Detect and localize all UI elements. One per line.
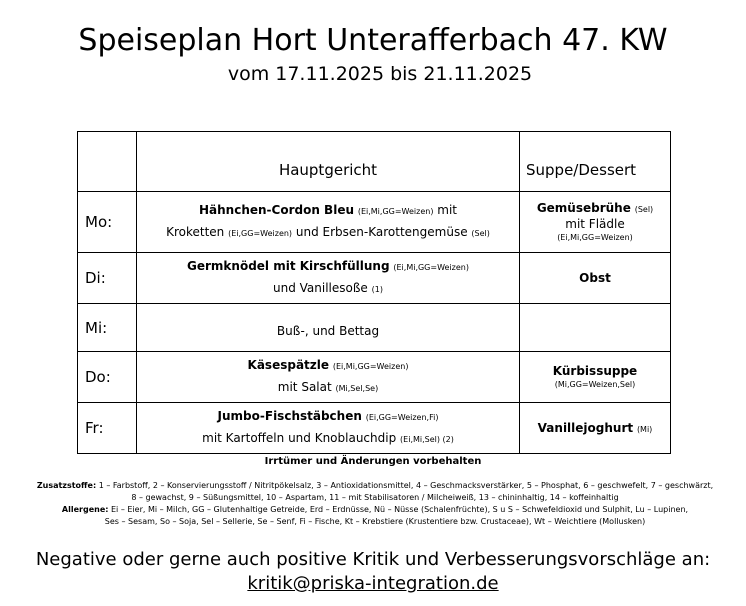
dish-text: mit	[437, 203, 457, 217]
side-dish-cell	[520, 253, 671, 304]
header-day-cell	[78, 132, 137, 192]
allergen-info: (Ei,Mi,GG=Weizen)	[557, 232, 633, 242]
page-title: Speiseplan Hort Unterafferbach 47. KW	[78, 23, 668, 58]
header-main-dish: Hauptgericht	[137, 132, 520, 192]
side-dish-cell	[520, 352, 671, 403]
table-row-tuesday	[78, 253, 671, 304]
additives-label: Zusatzstoffe:	[36, 481, 97, 490]
menu-table	[77, 131, 671, 454]
side-name: Vanillejoghurt	[537, 421, 634, 435]
day-label: Mo:	[78, 192, 137, 253]
holiday-text: Buß-, und Bettag	[276, 323, 380, 338]
table-row-thursday	[78, 352, 671, 403]
disclaimer: Irrtümer und Änderungen vorbehalten	[264, 456, 482, 467]
allergens-text: Ei – Eier, Mi – Milch, GG – Glutenhaltige Getreide, Erd – Erdnüsse, Nü – Nüsse (Schalenfrüchte), S u S – Schwefeldioxid und Sulphit, Lu – Lupinen,	[111, 505, 689, 514]
allergen-info: (Sel)	[471, 229, 490, 238]
allergen-info: (Mi,Sel,Se)	[335, 384, 379, 393]
side-text: mit Flädle	[565, 216, 625, 231]
dish-name: Jumbo-Fischstäbchen	[217, 409, 362, 423]
table-header-row	[78, 132, 671, 192]
legend	[10, 480, 740, 528]
allergen-info: (Ei,Mi,GG=Weizen)	[357, 207, 434, 216]
main-dish-cell	[137, 304, 520, 352]
day-label: Do:	[78, 352, 137, 403]
side-dish-cell	[520, 192, 671, 253]
side-name: Gemüsebrühe	[536, 200, 631, 215]
main-dish-cell	[137, 352, 520, 403]
feedback-footer	[0, 548, 746, 596]
feedback-email-link[interactable]: kritik@priska-integration.de	[247, 573, 499, 594]
date-range: vom 17.11.2025 bis 21.11.2025	[227, 63, 533, 85]
dish-text: und Erbsen-Karottengemüse	[295, 225, 468, 239]
additives-text: 1 – Farbstoff, 2 – Konservierungsstoff / Nitritpökelsalz, 3 – Antioxidationsmittel, 4 – Geschmacksverstärker, 5 – Phosphat, 6 – geschwefelt, 7 – geschwärzt,	[98, 481, 714, 490]
dish-text: mit Salat	[277, 380, 332, 394]
dish-name: Hähnchen-Cordon Bleu	[198, 203, 354, 217]
dish-text: und Vanillesoße	[273, 281, 368, 295]
allergens-text: Ses – Sesam, So – Soja, Sel – Sellerie, Se – Senf, Fi – Fische, Kt – Krebstiere (Krustentiere bzw. Crustaceae), Wt – Weichtiere (Mollusken)	[104, 517, 646, 526]
feedback-text: Negative oder gerne auch positive Kritik und Verbesserungsvorschläge an:	[35, 549, 711, 570]
table-row-wednesday	[78, 304, 671, 352]
dish-text: Kroketten	[166, 225, 225, 239]
side-dish-cell	[520, 403, 671, 454]
dish-text: mit Kartoffeln und Knoblauchdip	[202, 431, 397, 445]
allergen-info: (Sel)	[634, 204, 654, 214]
table-row-friday	[78, 403, 671, 454]
side-name: Kürbissuppe	[552, 363, 638, 378]
dish-name: Germknödel mit Kirschfüllung	[187, 259, 390, 273]
allergen-info: (1)	[371, 285, 383, 294]
additives-text: 8 – gewachst, 9 – Süßungsmittel, 10 – Aspartam, 11 – mit Stabilisatoren / Milcheiweiß, 13 – chininhaltig, 14 – koffeinhaltig	[131, 493, 619, 502]
table-row-monday	[78, 192, 671, 253]
main-dish-cell	[137, 192, 520, 253]
dish-name: Käsespätzle	[247, 358, 330, 372]
side-name: Obst	[579, 271, 611, 285]
allergen-info: (Ei,Mi,GG=Weizen)	[393, 263, 469, 272]
day-label: Mi:	[78, 304, 137, 352]
side-dish-cell	[520, 304, 671, 352]
allergen-info: (Mi,GG=Weizen,Sel)	[554, 379, 636, 389]
allergen-info: (Ei,GG=Weizen,Fi)	[365, 413, 439, 422]
allergen-info: (Ei,Mi,GG=Weizen)	[332, 362, 409, 371]
main-dish-cell	[137, 253, 520, 304]
day-label: Di:	[78, 253, 137, 304]
allergen-info: (Ei,Mi,Sel) (2)	[400, 435, 454, 444]
header-soup-dessert: Suppe/Dessert	[520, 132, 671, 192]
day-label: Fr:	[78, 403, 137, 454]
allergen-info: (Mi)	[636, 425, 653, 434]
main-dish-cell	[137, 403, 520, 454]
allergen-info: (Ei,GG=Weizen)	[228, 229, 293, 238]
allergens-label: Allergene:	[61, 505, 109, 514]
